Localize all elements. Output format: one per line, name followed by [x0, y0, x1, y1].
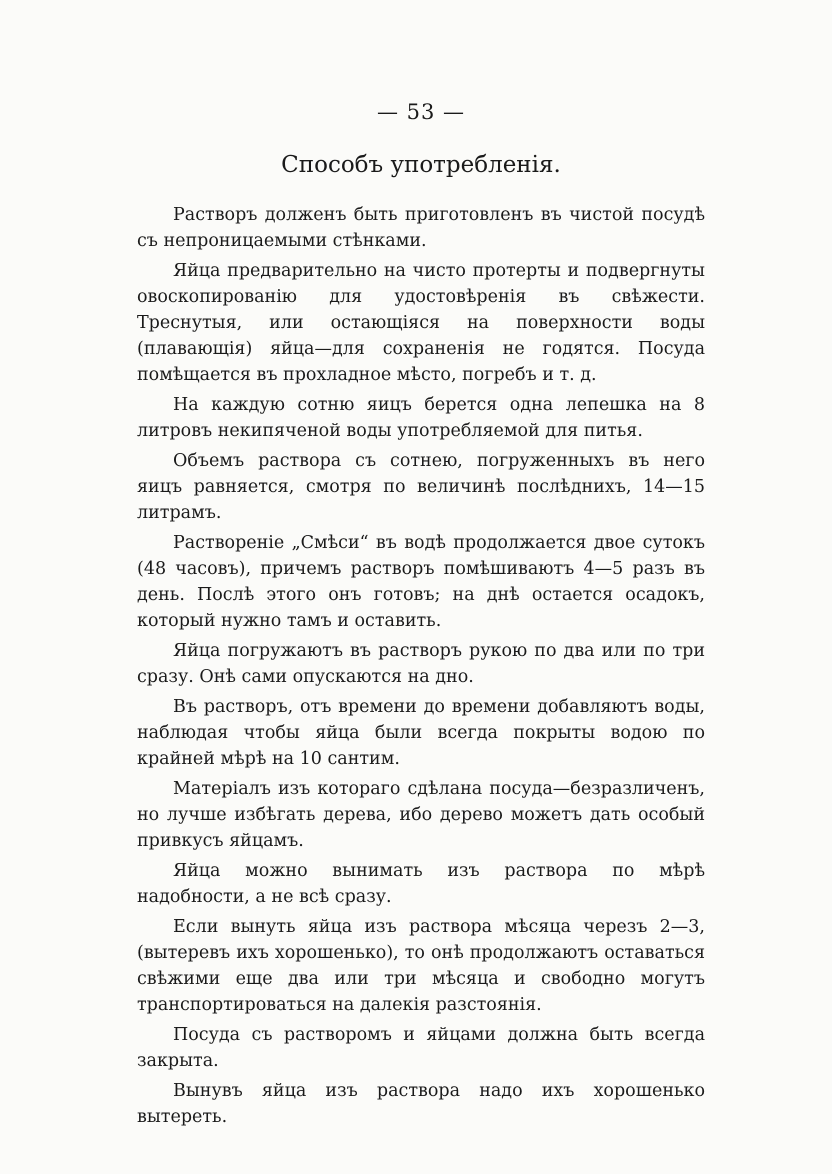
book-page — [137, 96, 705, 1134]
paragraph-12: Вынувъ яйца изъ раствора надо ихъ хорошенько вытереть. — [137, 1081, 705, 1127]
paragraph-10: Если вынуть яйца изъ раствора мѣсяца черезъ 2—3, (вытеревъ ихъ хорошенько), то онѣ продолжаютъ оставаться свѣжими еще два или три мѣсяца и свободно могутъ транспортироваться на далекія разстоянія. — [137, 917, 705, 1015]
paragraph-8: Матеріалъ изъ котораго сдѣлана посуда—безразличенъ, но лучше избѣгать дерева, ибо дерево можетъ дать особый привкусъ яйцамъ. — [137, 779, 705, 851]
paragraph-1: Растворъ долженъ быть приготовленъ въ чистой посудѣ съ непроницаемыми стѣнками. — [137, 205, 705, 251]
paragraph-5: Раствореніе „Смѣси“ въ водѣ продолжается двое сутокъ (48 часовъ), причемъ растворъ помѣшиваютъ 4—5 разъ въ день. Послѣ этого онъ готовъ; на днѣ остается осадокъ, который нужно тамъ и оставить. — [137, 533, 705, 631]
paragraph-2: Яйца предварительно на чисто протерты и подвергнуты овоскопированію для удостовѣренія въ свѣжести. Треснутыя, или остающіяся на поверхности воды (плавающія) яйца—для сохраненія не годятся. Посуда помѣщается въ прохладное мѣсто, погребъ и т. д. — [137, 261, 705, 385]
paragraph-3: На каждую сотню яицъ берется одна лепешка на 8 литровъ некипяченой воды употребляемой для питья. — [137, 395, 705, 441]
paragraph-7: Въ растворъ, отъ времени до времени добавляютъ воды, наблюдая чтобы яйца были всегда покрыты водою по крайней мѣрѣ на 10 сантим. — [137, 697, 705, 769]
paragraph-9: Яйца можно вынимать изъ раствора по мѣрѣ надобности, а не всѣ сразу. — [137, 861, 705, 907]
page-number: — 53 — — [376, 100, 466, 124]
paragraph-6: Яйца погружаютъ въ растворъ рукою по два или по три сразу. Онѣ сами опускаются на дно. — [137, 641, 705, 687]
section-heading: Способъ употребленія. — [281, 152, 561, 178]
paragraph-4: Объемъ раствора съ сотнею, погруженныхъ въ него яицъ равняется, смотря по величинѣ послѣднихъ, 14—15 литрамъ. — [137, 451, 705, 523]
paragraph-11: Посуда съ растворомъ и яйцами должна быть всегда закрыта. — [137, 1025, 705, 1071]
body-text — [137, 202, 705, 1130]
